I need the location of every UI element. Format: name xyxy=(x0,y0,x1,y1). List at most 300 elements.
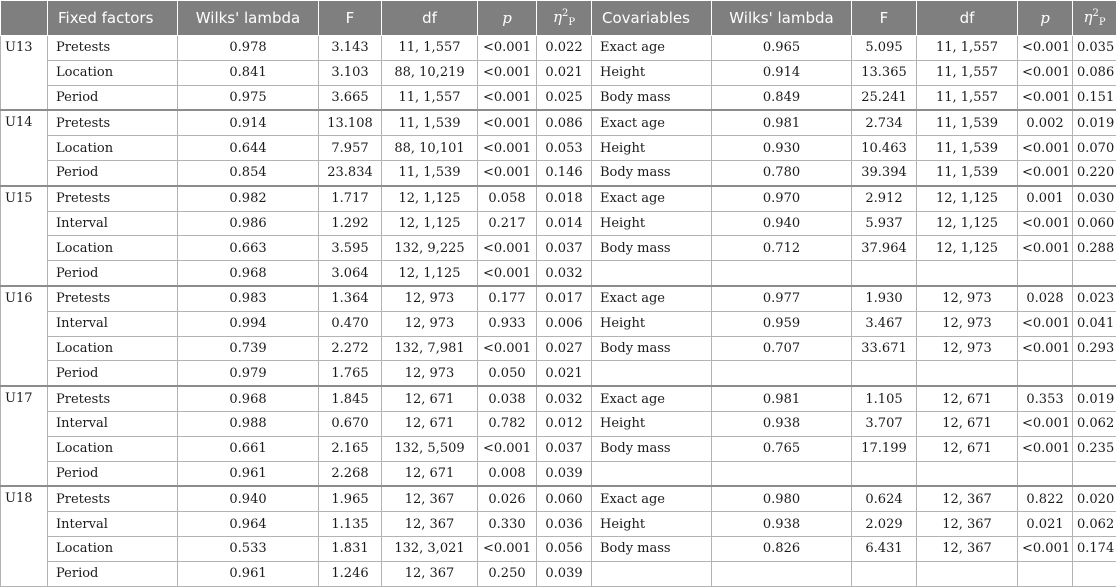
f-value-cell: 1.364 xyxy=(319,286,382,311)
wilks-lambda-cell: 0.975 xyxy=(178,85,319,110)
cov-df-cell: 12, 367 xyxy=(917,536,1018,561)
covariable-cell: Body mass xyxy=(592,160,712,185)
cov-df-cell: 12, 367 xyxy=(917,486,1018,511)
covariable-cell: Height xyxy=(592,60,712,85)
eta-squared-cell: 0.025 xyxy=(537,85,592,110)
table-row xyxy=(1,336,1116,361)
eta-squared-cell: 0.012 xyxy=(537,411,592,436)
eta-squared-cell: 0.032 xyxy=(537,261,592,286)
fixed-factor-cell: Location xyxy=(48,60,178,85)
table-row xyxy=(1,561,1116,586)
wilks-lambda-cell: 0.854 xyxy=(178,160,319,185)
p-value-cell: 0.782 xyxy=(478,411,537,436)
eta-squared-cell: 0.039 xyxy=(537,561,592,586)
table-row xyxy=(1,236,1116,261)
fixed-factor-cell: Period xyxy=(48,461,178,486)
cov-df-cell: 12, 1,125 xyxy=(917,186,1018,211)
eta-squared-cell: 0.018 xyxy=(537,186,592,211)
cov-eta-squared-cell xyxy=(1073,261,1116,286)
wilks-lambda-cell: 0.986 xyxy=(178,211,319,236)
table-row xyxy=(1,110,1116,135)
cov-f-value-cell xyxy=(852,461,917,486)
f-value-cell: 0.470 xyxy=(319,311,382,336)
cov-eta-squared-cell: 0.086 xyxy=(1073,60,1116,85)
cov-p-value-cell: <0.001 xyxy=(1018,336,1073,361)
p-value-cell: <0.001 xyxy=(478,261,537,286)
cov-f-value-cell: 0.624 xyxy=(852,486,917,511)
covariable-cell: Height xyxy=(592,136,712,161)
fixed-factor-cell: Interval xyxy=(48,311,178,336)
cov-wilks-lambda-cell: 0.959 xyxy=(712,311,852,336)
eta-squared-cell: 0.014 xyxy=(537,211,592,236)
f-value-cell: 3.595 xyxy=(319,236,382,261)
fixed-factor-cell: Period xyxy=(48,160,178,185)
age-group-cell: U18 xyxy=(1,486,48,586)
covariable-cell: Exact age xyxy=(592,386,712,411)
eta-superscript-cov: 2 xyxy=(1092,8,1098,19)
cov-eta-squared-cell: 0.023 xyxy=(1073,286,1116,311)
df-cell: 12, 1,125 xyxy=(382,211,478,236)
cov-eta-squared-cell: 0.235 xyxy=(1073,436,1116,461)
table-row xyxy=(1,160,1116,185)
wilks-lambda-cell: 0.533 xyxy=(178,536,319,561)
eta-squared-cell: 0.037 xyxy=(537,236,592,261)
cov-f-value-cell: 13.365 xyxy=(852,60,917,85)
cov-p-value-cell: 0.001 xyxy=(1018,186,1073,211)
cov-wilks-lambda-cell: 0.980 xyxy=(712,486,852,511)
p-value-cell: 0.050 xyxy=(478,361,537,386)
df-cell: 132, 3,021 xyxy=(382,536,478,561)
cov-wilks-lambda-cell: 0.981 xyxy=(712,386,852,411)
fixed-factor-cell: Location xyxy=(48,136,178,161)
cov-df-cell xyxy=(917,361,1018,386)
covariable-cell: Exact age xyxy=(592,110,712,135)
cov-df-cell: 12, 1,125 xyxy=(917,236,1018,261)
cov-df-cell: 12, 671 xyxy=(917,411,1018,436)
cov-f-value-cell xyxy=(852,561,917,586)
cov-f-value-cell: 6.431 xyxy=(852,536,917,561)
covariable-cell xyxy=(592,561,712,586)
covariable-cell xyxy=(592,261,712,286)
age-group-cell: U16 xyxy=(1,286,48,386)
p-value-cell: 0.217 xyxy=(478,211,537,236)
cov-f-value-cell: 37.964 xyxy=(852,236,917,261)
df-cell: 12, 367 xyxy=(382,561,478,586)
f-value-cell: 1.246 xyxy=(319,561,382,586)
fixed-factor-cell: Location xyxy=(48,436,178,461)
cov-p-value-cell: <0.001 xyxy=(1018,311,1073,336)
cov-df-cell xyxy=(917,561,1018,586)
header-f-cov: F xyxy=(852,1,917,36)
p-value-cell: 0.008 xyxy=(478,461,537,486)
covariable-cell: Exact age xyxy=(592,486,712,511)
eta-squared-cell: 0.053 xyxy=(537,136,592,161)
p-value-cell: <0.001 xyxy=(478,136,537,161)
df-cell: 132, 9,225 xyxy=(382,236,478,261)
f-value-cell: 3.665 xyxy=(319,85,382,110)
cov-eta-squared-cell: 0.062 xyxy=(1073,411,1116,436)
f-value-cell: 23.834 xyxy=(319,160,382,185)
cov-p-value-cell xyxy=(1018,361,1073,386)
header-fixed-factors: Fixed factors xyxy=(48,1,178,36)
cov-df-cell: 12, 671 xyxy=(917,436,1018,461)
fixed-factor-cell: Pretests xyxy=(48,286,178,311)
cov-eta-squared-cell: 0.030 xyxy=(1073,186,1116,211)
eta-subscript: P xyxy=(568,17,575,28)
f-value-cell: 1.292 xyxy=(319,211,382,236)
table-row xyxy=(1,85,1116,110)
cov-eta-squared-cell: 0.035 xyxy=(1073,36,1116,61)
f-value-cell: 13.108 xyxy=(319,110,382,135)
df-cell: 12, 1,125 xyxy=(382,261,478,286)
wilks-lambda-cell: 0.979 xyxy=(178,361,319,386)
df-cell: 12, 973 xyxy=(382,286,478,311)
cov-f-value-cell: 2.029 xyxy=(852,512,917,537)
cov-p-value-cell: <0.001 xyxy=(1018,85,1073,110)
cov-f-value-cell: 2.912 xyxy=(852,186,917,211)
df-cell: 132, 5,509 xyxy=(382,436,478,461)
cov-eta-squared-cell xyxy=(1073,361,1116,386)
p-value-cell: <0.001 xyxy=(478,236,537,261)
df-cell: 11, 1,539 xyxy=(382,160,478,185)
p-value-cell: <0.001 xyxy=(478,336,537,361)
cov-f-value-cell: 33.671 xyxy=(852,336,917,361)
cov-eta-squared-cell: 0.020 xyxy=(1073,486,1116,511)
table-row xyxy=(1,436,1116,461)
wilks-lambda-cell: 0.994 xyxy=(178,311,319,336)
eta-symbol: η xyxy=(553,8,562,26)
cov-f-value-cell: 3.707 xyxy=(852,411,917,436)
df-cell: 12, 671 xyxy=(382,411,478,436)
df-cell: 12, 367 xyxy=(382,512,478,537)
cov-df-cell: 11, 1,539 xyxy=(917,136,1018,161)
wilks-lambda-cell: 0.940 xyxy=(178,486,319,511)
covariable-cell: Height xyxy=(592,512,712,537)
wilks-lambda-cell: 0.968 xyxy=(178,386,319,411)
f-value-cell: 1.717 xyxy=(319,186,382,211)
eta-superscript: 2 xyxy=(562,8,568,19)
cov-wilks-lambda-cell: 0.938 xyxy=(712,512,852,537)
cov-wilks-lambda-cell: 0.940 xyxy=(712,211,852,236)
cov-df-cell: 12, 973 xyxy=(917,286,1018,311)
covariable-cell: Exact age xyxy=(592,36,712,61)
covariable-cell: Exact age xyxy=(592,286,712,311)
wilks-lambda-cell: 0.988 xyxy=(178,411,319,436)
p-value-cell: 0.038 xyxy=(478,386,537,411)
cov-p-value-cell: <0.001 xyxy=(1018,36,1073,61)
cov-wilks-lambda-cell: 0.914 xyxy=(712,60,852,85)
header-wilks-lambda: Wilks' lambda xyxy=(178,1,319,36)
df-cell: 132, 7,981 xyxy=(382,336,478,361)
cov-wilks-lambda-cell: 0.970 xyxy=(712,186,852,211)
wilks-lambda-cell: 0.983 xyxy=(178,286,319,311)
p-value-cell: 0.330 xyxy=(478,512,537,537)
df-cell: 12, 671 xyxy=(382,386,478,411)
header-covariables: Covariables xyxy=(592,1,712,36)
cov-df-cell: 11, 1,539 xyxy=(917,160,1018,185)
header-eta-squared-cov xyxy=(1073,1,1116,36)
fixed-factor-cell: Period xyxy=(48,261,178,286)
cov-df-cell: 12, 973 xyxy=(917,311,1018,336)
fixed-factor-cell: Location xyxy=(48,536,178,561)
cov-p-value-cell: 0.353 xyxy=(1018,386,1073,411)
fixed-factor-cell: Interval xyxy=(48,411,178,436)
cov-p-value-cell: <0.001 xyxy=(1018,411,1073,436)
eta-squared-cell: 0.036 xyxy=(537,512,592,537)
p-value-cell: <0.001 xyxy=(478,436,537,461)
eta-squared-cell: 0.017 xyxy=(537,286,592,311)
eta-squared-cell: 0.037 xyxy=(537,436,592,461)
cov-wilks-lambda-cell: 0.981 xyxy=(712,110,852,135)
fixed-factor-cell: Pretests xyxy=(48,36,178,61)
cov-p-value-cell: <0.001 xyxy=(1018,160,1073,185)
header-df: df xyxy=(382,1,478,36)
p-value-cell: <0.001 xyxy=(478,536,537,561)
age-group-cell: U17 xyxy=(1,386,48,486)
eta-squared-cell: 0.086 xyxy=(537,110,592,135)
cov-p-value-cell xyxy=(1018,461,1073,486)
df-cell: 12, 671 xyxy=(382,461,478,486)
table-row xyxy=(1,60,1116,85)
df-cell: 11, 1,539 xyxy=(382,110,478,135)
covariable-cell: Body mass xyxy=(592,236,712,261)
cov-df-cell: 11, 1,557 xyxy=(917,85,1018,110)
cov-f-value-cell: 5.937 xyxy=(852,211,917,236)
cov-p-value-cell: <0.001 xyxy=(1018,211,1073,236)
wilks-lambda-cell: 0.663 xyxy=(178,236,319,261)
df-cell: 88, 10,219 xyxy=(382,60,478,85)
fixed-factor-cell: Period xyxy=(48,361,178,386)
cov-wilks-lambda-cell: 0.938 xyxy=(712,411,852,436)
cov-p-value-cell: <0.001 xyxy=(1018,236,1073,261)
header-wilks-lambda-cov: Wilks' lambda xyxy=(712,1,852,36)
table-row xyxy=(1,486,1116,511)
covariable-cell xyxy=(592,361,712,386)
cov-eta-squared-cell xyxy=(1073,461,1116,486)
cov-eta-squared-cell xyxy=(1073,561,1116,586)
cov-wilks-lambda-cell: 0.765 xyxy=(712,436,852,461)
f-value-cell: 1.765 xyxy=(319,361,382,386)
cov-f-value-cell xyxy=(852,361,917,386)
f-value-cell: 2.272 xyxy=(319,336,382,361)
table-row xyxy=(1,361,1116,386)
eta-squared-cell: 0.021 xyxy=(537,60,592,85)
df-cell: 11, 1,557 xyxy=(382,85,478,110)
cov-p-value-cell: 0.021 xyxy=(1018,512,1073,537)
cov-eta-squared-cell: 0.174 xyxy=(1073,536,1116,561)
df-cell: 12, 367 xyxy=(382,486,478,511)
cov-wilks-lambda-cell xyxy=(712,561,852,586)
fixed-factor-cell: Pretests xyxy=(48,486,178,511)
cov-wilks-lambda-cell: 0.712 xyxy=(712,236,852,261)
cov-df-cell xyxy=(917,461,1018,486)
p-value-cell: 0.058 xyxy=(478,186,537,211)
cov-p-value-cell: <0.001 xyxy=(1018,536,1073,561)
wilks-lambda-cell: 0.644 xyxy=(178,136,319,161)
eta-squared-cell: 0.039 xyxy=(537,461,592,486)
cov-eta-squared-cell: 0.041 xyxy=(1073,311,1116,336)
f-value-cell: 7.957 xyxy=(319,136,382,161)
f-value-cell: 1.965 xyxy=(319,486,382,511)
p-value-cell: <0.001 xyxy=(478,36,537,61)
covariable-cell: Body mass xyxy=(592,536,712,561)
covariable-cell: Body mass xyxy=(592,85,712,110)
age-group-cell: U14 xyxy=(1,110,48,185)
cov-p-value-cell xyxy=(1018,261,1073,286)
cov-f-value-cell: 5.095 xyxy=(852,36,917,61)
cov-p-value-cell: 0.822 xyxy=(1018,486,1073,511)
fixed-factor-cell: Location xyxy=(48,336,178,361)
cov-eta-squared-cell: 0.288 xyxy=(1073,236,1116,261)
covariable-cell xyxy=(592,461,712,486)
cov-f-value-cell: 17.199 xyxy=(852,436,917,461)
table-row xyxy=(1,386,1116,411)
wilks-lambda-cell: 0.978 xyxy=(178,36,319,61)
fixed-factor-cell: Interval xyxy=(48,211,178,236)
df-cell: 12, 973 xyxy=(382,361,478,386)
table-body xyxy=(1,36,1116,587)
cov-df-cell xyxy=(917,261,1018,286)
cov-p-value-cell: <0.001 xyxy=(1018,436,1073,461)
wilks-lambda-cell: 0.982 xyxy=(178,186,319,211)
f-value-cell: 3.064 xyxy=(319,261,382,286)
df-cell: 12, 973 xyxy=(382,311,478,336)
fixed-factor-cell: Period xyxy=(48,85,178,110)
wilks-lambda-cell: 0.661 xyxy=(178,436,319,461)
f-value-cell: 1.135 xyxy=(319,512,382,537)
p-value-cell: 0.177 xyxy=(478,286,537,311)
wilks-lambda-cell: 0.961 xyxy=(178,561,319,586)
cov-p-value-cell: <0.001 xyxy=(1018,60,1073,85)
header-df-cov: df xyxy=(917,1,1018,36)
table-row xyxy=(1,286,1116,311)
header-eta-squared xyxy=(537,1,592,36)
f-value-cell: 1.831 xyxy=(319,536,382,561)
cov-df-cell: 12, 671 xyxy=(917,386,1018,411)
age-group-cell: U15 xyxy=(1,186,48,286)
f-value-cell: 3.143 xyxy=(319,36,382,61)
table-row xyxy=(1,186,1116,211)
table-row xyxy=(1,461,1116,486)
cov-eta-squared-cell: 0.062 xyxy=(1073,512,1116,537)
cov-wilks-lambda-cell xyxy=(712,261,852,286)
eta-squared-cell: 0.056 xyxy=(537,536,592,561)
covariable-cell: Exact age xyxy=(592,186,712,211)
fixed-factor-cell: Pretests xyxy=(48,386,178,411)
cov-df-cell: 11, 1,557 xyxy=(917,60,1018,85)
cov-df-cell: 11, 1,539 xyxy=(917,110,1018,135)
header-p-cov: p xyxy=(1018,1,1073,36)
wilks-lambda-cell: 0.841 xyxy=(178,60,319,85)
cov-f-value-cell xyxy=(852,261,917,286)
cov-f-value-cell: 2.734 xyxy=(852,110,917,135)
cov-df-cell: 12, 1,125 xyxy=(917,211,1018,236)
table-row xyxy=(1,261,1116,286)
covariable-cell: Height xyxy=(592,211,712,236)
covariable-cell: Body mass xyxy=(592,336,712,361)
fixed-factor-cell: Location xyxy=(48,236,178,261)
cov-p-value-cell: 0.002 xyxy=(1018,110,1073,135)
cov-df-cell: 12, 973 xyxy=(917,336,1018,361)
cov-eta-squared-cell: 0.151 xyxy=(1073,85,1116,110)
header-group xyxy=(1,1,48,36)
cov-df-cell: 12, 367 xyxy=(917,512,1018,537)
table-row xyxy=(1,411,1116,436)
cov-wilks-lambda-cell: 0.965 xyxy=(712,36,852,61)
wilks-lambda-cell: 0.739 xyxy=(178,336,319,361)
table-row xyxy=(1,536,1116,561)
age-group-cell: U13 xyxy=(1,36,48,111)
cov-wilks-lambda-cell: 0.780 xyxy=(712,160,852,185)
f-value-cell: 1.845 xyxy=(319,386,382,411)
table-row xyxy=(1,512,1116,537)
fixed-factor-cell: Period xyxy=(48,561,178,586)
f-value-cell: 2.165 xyxy=(319,436,382,461)
f-value-cell: 2.268 xyxy=(319,461,382,486)
eta-squared-cell: 0.032 xyxy=(537,386,592,411)
wilks-lambda-cell: 0.964 xyxy=(178,512,319,537)
cov-wilks-lambda-cell: 0.977 xyxy=(712,286,852,311)
table-row xyxy=(1,136,1116,161)
covariable-cell: Height xyxy=(592,411,712,436)
cov-eta-squared-cell: 0.070 xyxy=(1073,136,1116,161)
cov-f-value-cell: 1.105 xyxy=(852,386,917,411)
eta-squared-cell: 0.060 xyxy=(537,486,592,511)
cov-wilks-lambda-cell: 0.826 xyxy=(712,536,852,561)
eta-squared-cell: 0.146 xyxy=(537,160,592,185)
cov-df-cell: 11, 1,557 xyxy=(917,36,1018,61)
eta-squared-cell: 0.027 xyxy=(537,336,592,361)
eta-subscript-cov: P xyxy=(1099,17,1106,28)
eta-squared-cell: 0.006 xyxy=(537,311,592,336)
wilks-lambda-cell: 0.961 xyxy=(178,461,319,486)
eta-symbol-cov: η xyxy=(1083,8,1092,26)
cov-eta-squared-cell: 0.019 xyxy=(1073,386,1116,411)
table-row xyxy=(1,36,1116,61)
cov-p-value-cell: <0.001 xyxy=(1018,136,1073,161)
cov-eta-squared-cell: 0.293 xyxy=(1073,336,1116,361)
cov-p-value-cell: 0.028 xyxy=(1018,286,1073,311)
p-value-cell: <0.001 xyxy=(478,85,537,110)
df-cell: 11, 1,557 xyxy=(382,36,478,61)
cov-wilks-lambda-cell xyxy=(712,461,852,486)
eta-squared-cell: 0.022 xyxy=(537,36,592,61)
header-row xyxy=(1,1,1116,36)
f-value-cell: 0.670 xyxy=(319,411,382,436)
fixed-factor-cell: Pretests xyxy=(48,186,178,211)
cov-p-value-cell xyxy=(1018,561,1073,586)
df-cell: 88, 10,101 xyxy=(382,136,478,161)
f-value-cell: 3.103 xyxy=(319,60,382,85)
cov-wilks-lambda-cell: 0.849 xyxy=(712,85,852,110)
fixed-factor-cell: Pretests xyxy=(48,110,178,135)
header-p: p xyxy=(478,1,537,36)
wilks-lambda-cell: 0.968 xyxy=(178,261,319,286)
table-row xyxy=(1,311,1116,336)
cov-f-value-cell: 39.394 xyxy=(852,160,917,185)
p-value-cell: 0.026 xyxy=(478,486,537,511)
cov-wilks-lambda-cell: 0.930 xyxy=(712,136,852,161)
p-value-cell: <0.001 xyxy=(478,110,537,135)
p-value-cell: <0.001 xyxy=(478,60,537,85)
cov-f-value-cell: 10.463 xyxy=(852,136,917,161)
wilks-lambda-cell: 0.914 xyxy=(178,110,319,135)
cov-eta-squared-cell: 0.060 xyxy=(1073,211,1116,236)
table-row xyxy=(1,211,1116,236)
p-value-cell: <0.001 xyxy=(478,160,537,185)
cov-eta-squared-cell: 0.220 xyxy=(1073,160,1116,185)
df-cell: 12, 1,125 xyxy=(382,186,478,211)
